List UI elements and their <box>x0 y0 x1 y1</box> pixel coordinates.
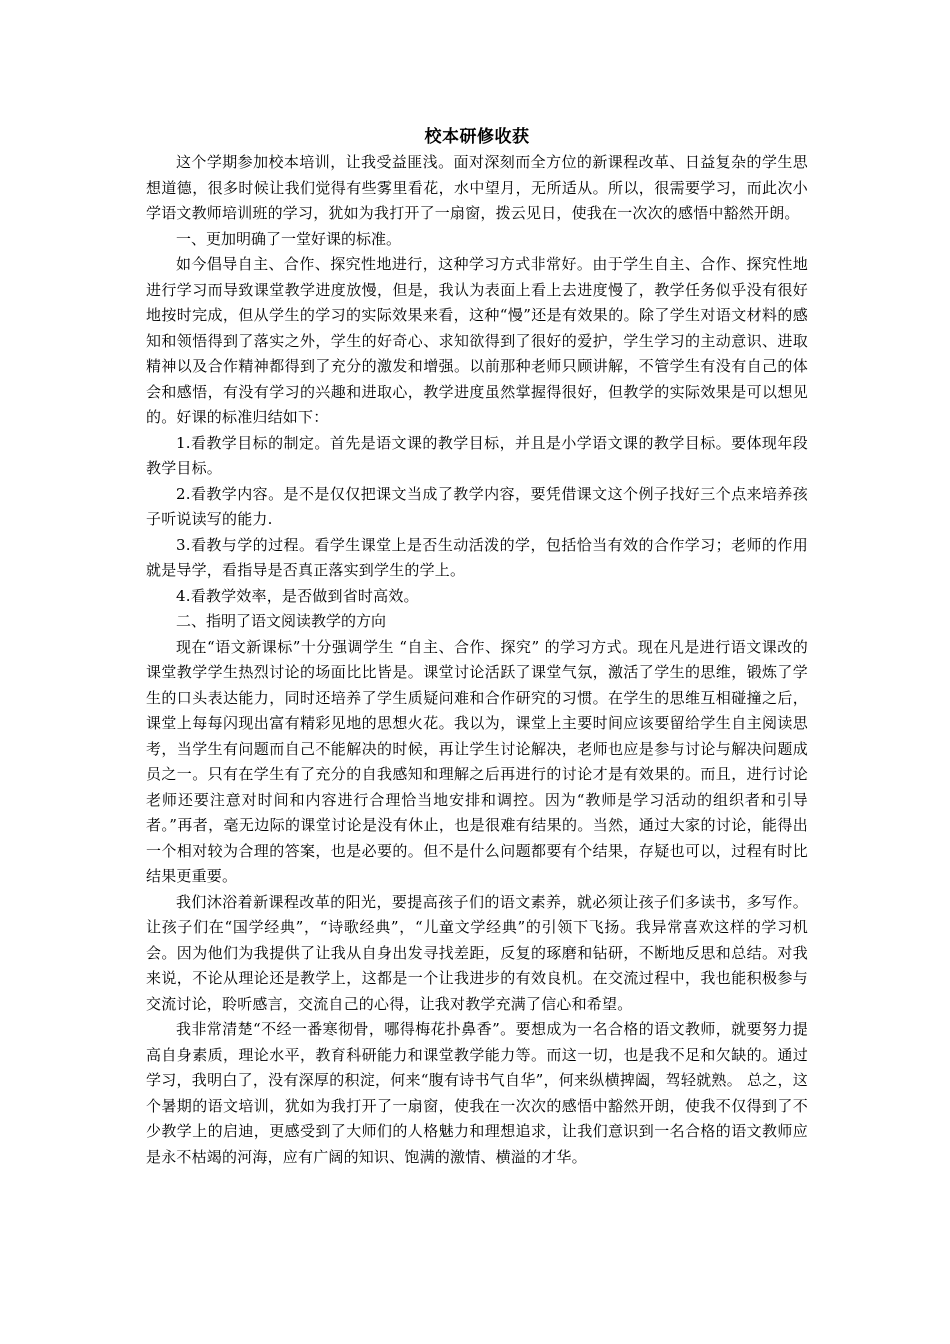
paragraph-reading: 我们沐浴着新课程改革的阳光，要提高孩子们的语文素养，就必须让孩子们多读书，多写作。让孩子们在“国学经典”，“诗歌经典”，“儿童文学经典”的引领下飞扬。我异常喜欢这样的学习机会。因为他们为我提供了让我从自身出发寻找差距，反复的琢磨和钻研，不断地反思和总结。对我来说，不论从理论还是教学上，这都是一个让我进步的有效良机。在交流过程中，我也能积极参与交流讨论，聆听感言，交流自己的心得，让我对教学充满了信心和希望。 <box>146 892 808 1013</box>
paragraph-section-1: 如今倡导自主、合作、探究性地进行，这种学习方式非常好。由于学生自主、合作、探究性地进行学习而导致课堂教学进度放慢，但是，我认为表面上看上去进度慢了，教学任务似乎没有很好地按时完成，但从学生的学习的实际效果来看，这种“慢”还是有效果的。除了学生对语文材料的感知和领悟得到了落实之外，学生的好奇心、求知欲得到了很好的爱护，学生学习的主动意识、进取精神以及合作精神都得到了充分的激发和增强。以前那种老师只顾讲解，不管学生有没有自己的体会和感悟，有没有学习的兴趣和进取心，教学进度虽然掌握得很好，但教学的实际效果是可以想见的。好课的标准归结如下： <box>146 255 808 426</box>
list-item-1: 1.看教学目标的制定。首先是语文课的教学目标，并且是小学语文课的教学目标。要体现年段教学目标。 <box>146 433 808 477</box>
paragraph-intro: 这个学期参加校本培训，让我受益匪浅。面对深刻而全方位的新课程改革、日益复杂的学生思想道德，很多时候让我们觉得有些雾里看花，水中望月，无所适从。所以，很需要学习，而此次小学语文教师培训班的学习，犹如为我打开了一扇窗，拨云见日，使我在一次次的感悟中豁然开朗。 <box>146 153 808 222</box>
list-item-2: 2.看教学内容。是不是仅仅把课文当成了教学内容，要凭借课文这个例子找好三个点来培养孩子听说读写的能力. <box>146 484 808 528</box>
document-page <box>146 124 808 1170</box>
paragraph-conclusion: 我非常清楚“不经一番寒彻骨，哪得梅花扑鼻香”。要想成为一名合格的语文教师，就要努力提高自身素质，理论水平，教育科研能力和课堂教学能力等。而这一切，也是我不足和欠缺的。通过学习，我明白了，没有深厚的积淀，何来“腹有诗书气自华”，何来纵横捭阖，驾轻就熟。 总之，这个暑期的语文培训，犹如为我打开了一扇窗，使我在一次次的感悟中豁然开朗，使我不仅得到了不少教学上的启迪，更感受到了大师们的人格魅力和理想追求，让我们意识到一名合格的语文教师应是永不枯竭的河海，应有广阔的知识、饱满的激情、横溢的才华。 <box>146 1020 808 1166</box>
list-item-3: 3.看教与学的过程。看学生课堂上是否生动活泼的学，包括恰当有效的合作学习；老师的作用就是导学，看指导是否真正落实到学生的学上。 <box>146 535 808 579</box>
list-item-4: 4.看教学效率，是否做到省时高效。 <box>176 586 419 605</box>
document-title: 校本研修收获 <box>424 127 530 147</box>
paragraph-section-2: 现在“语文新课标”十分强调学生 “自主、合作、探究” 的学习方式。现在凡是进行语文课改的课堂教学学生热烈讨论的场面比比皆是。课堂讨论活跃了课堂气氛，激活了学生的思维，锻炼了学生的口头表达能力，同时还培养了学生质疑问难和合作研究的习惯。在学生的思维互相碰撞之后，课堂上每每闪现出富有精彩见地的思想火花。我以为，课堂上主要时间应该要留给学生自主阅读思考，当学生有问题而自己不能解决的时候，再让学生讨论解决，老师也应是参与讨论与解决问题成员之一。只有在学生有了充分的自我感知和理解之后再进行的讨论才是有效果的。而且，进行讨论老师还要注意对时间和内容进行合理恰当地安排和调控。因为“教师是学习活动的组织者和引导者。”再者，毫无边际的课堂讨论是没有休止，也是很难有结果的。当然，通过大家的讨论，能得出一个相对较为合理的答案，也是必要的。但不是什么问题都要有个结果，存疑也可以，过程有时比结果更重要。 <box>146 637 808 885</box>
section-heading-2: 二、指明了语文阅读教学的方向 <box>176 612 387 630</box>
section-heading-1: 一、更加明确了一堂好课的标准。 <box>176 229 402 248</box>
